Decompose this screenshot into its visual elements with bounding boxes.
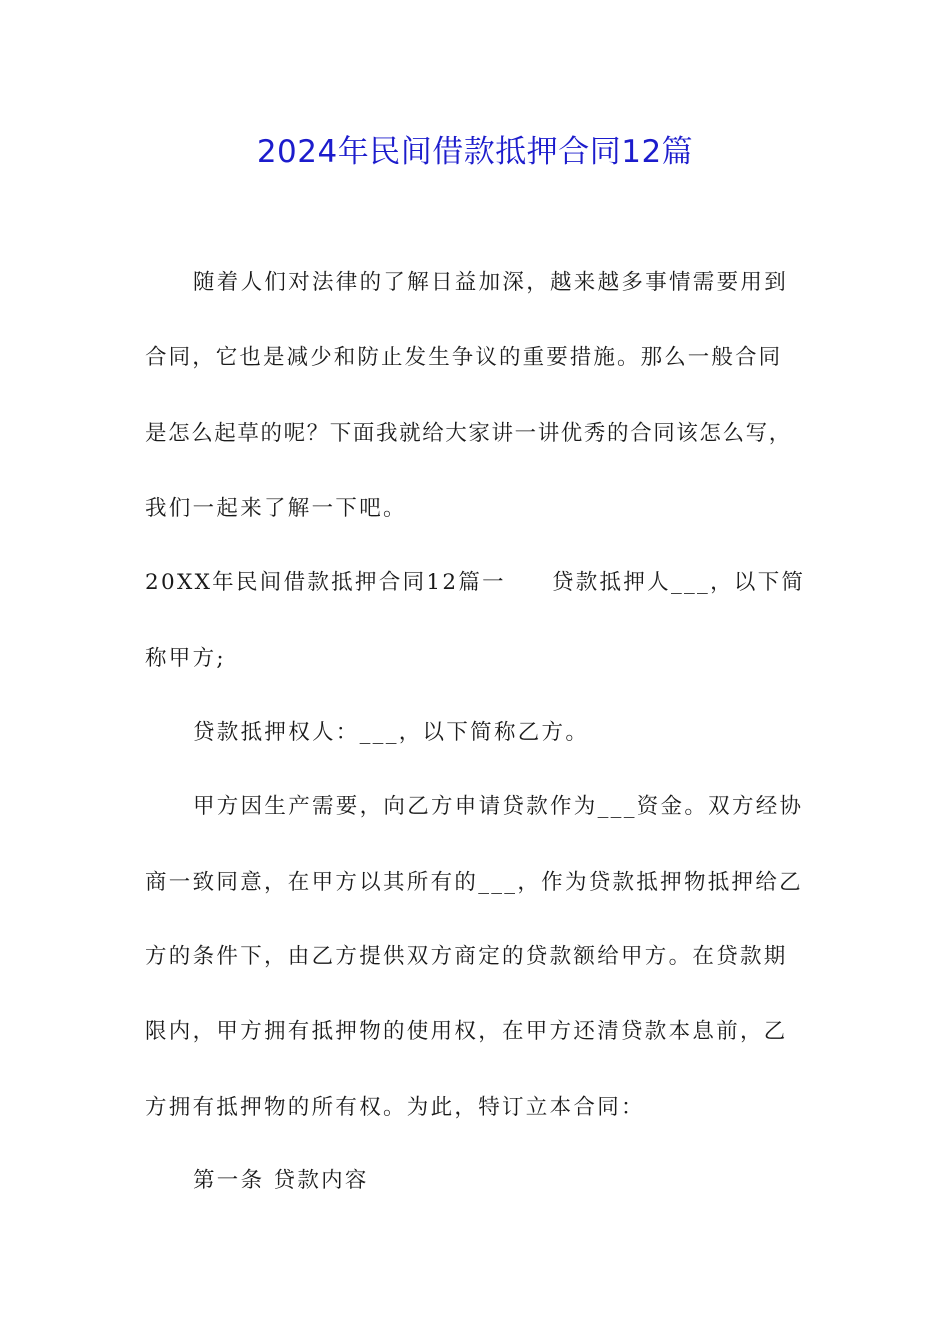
paragraph-line: 合同，它也是减少和防止发生争议的重要措施。那么一般合同 [145, 345, 783, 370]
section-heading-line [145, 568, 810, 598]
paragraph-text: 贷款抵押人___，以下简 [551, 570, 806, 595]
paragraph-line: 称甲方; [145, 646, 226, 671]
paragraph-line: 限内，甲方拥有抵押物的使用权，在甲方还清贷款本息前，乙 [145, 1019, 788, 1044]
paragraph-line: 甲方因生产需要，向乙方申请贷款作为___资金。双方经协 [193, 794, 804, 819]
paragraph-line: 方拥有抵押物的所有权。为此，特订立本合同： [145, 1095, 645, 1120]
paragraph-line: 随着人们对法律的了解日益加深，越来越多事情需要用到 [193, 270, 789, 295]
section-heading: 20XX年民间借款抵押合同12篇一 [145, 570, 506, 595]
article-heading: 第一条 贷款内容 [193, 1168, 369, 1193]
paragraph-line: 方的条件下，由乙方提供双方商定的贷款额给甲方。在贷款期 [145, 944, 788, 969]
paragraph-line: 我们一起来了解一下吧。 [145, 496, 407, 521]
paragraph-line: 贷款抵押权人：___，以下简称乙方。 [193, 720, 590, 745]
document-title: 2024年民间借款抵押合同12篇 [256, 134, 694, 170]
paragraph-line: 商一致同意，在甲方以其所有的___，作为贷款抵押物抵押给乙 [145, 870, 803, 895]
paragraph-line: 是怎么起草的呢？下面我就给大家讲一讲优秀的合同该怎么写， [145, 421, 792, 446]
